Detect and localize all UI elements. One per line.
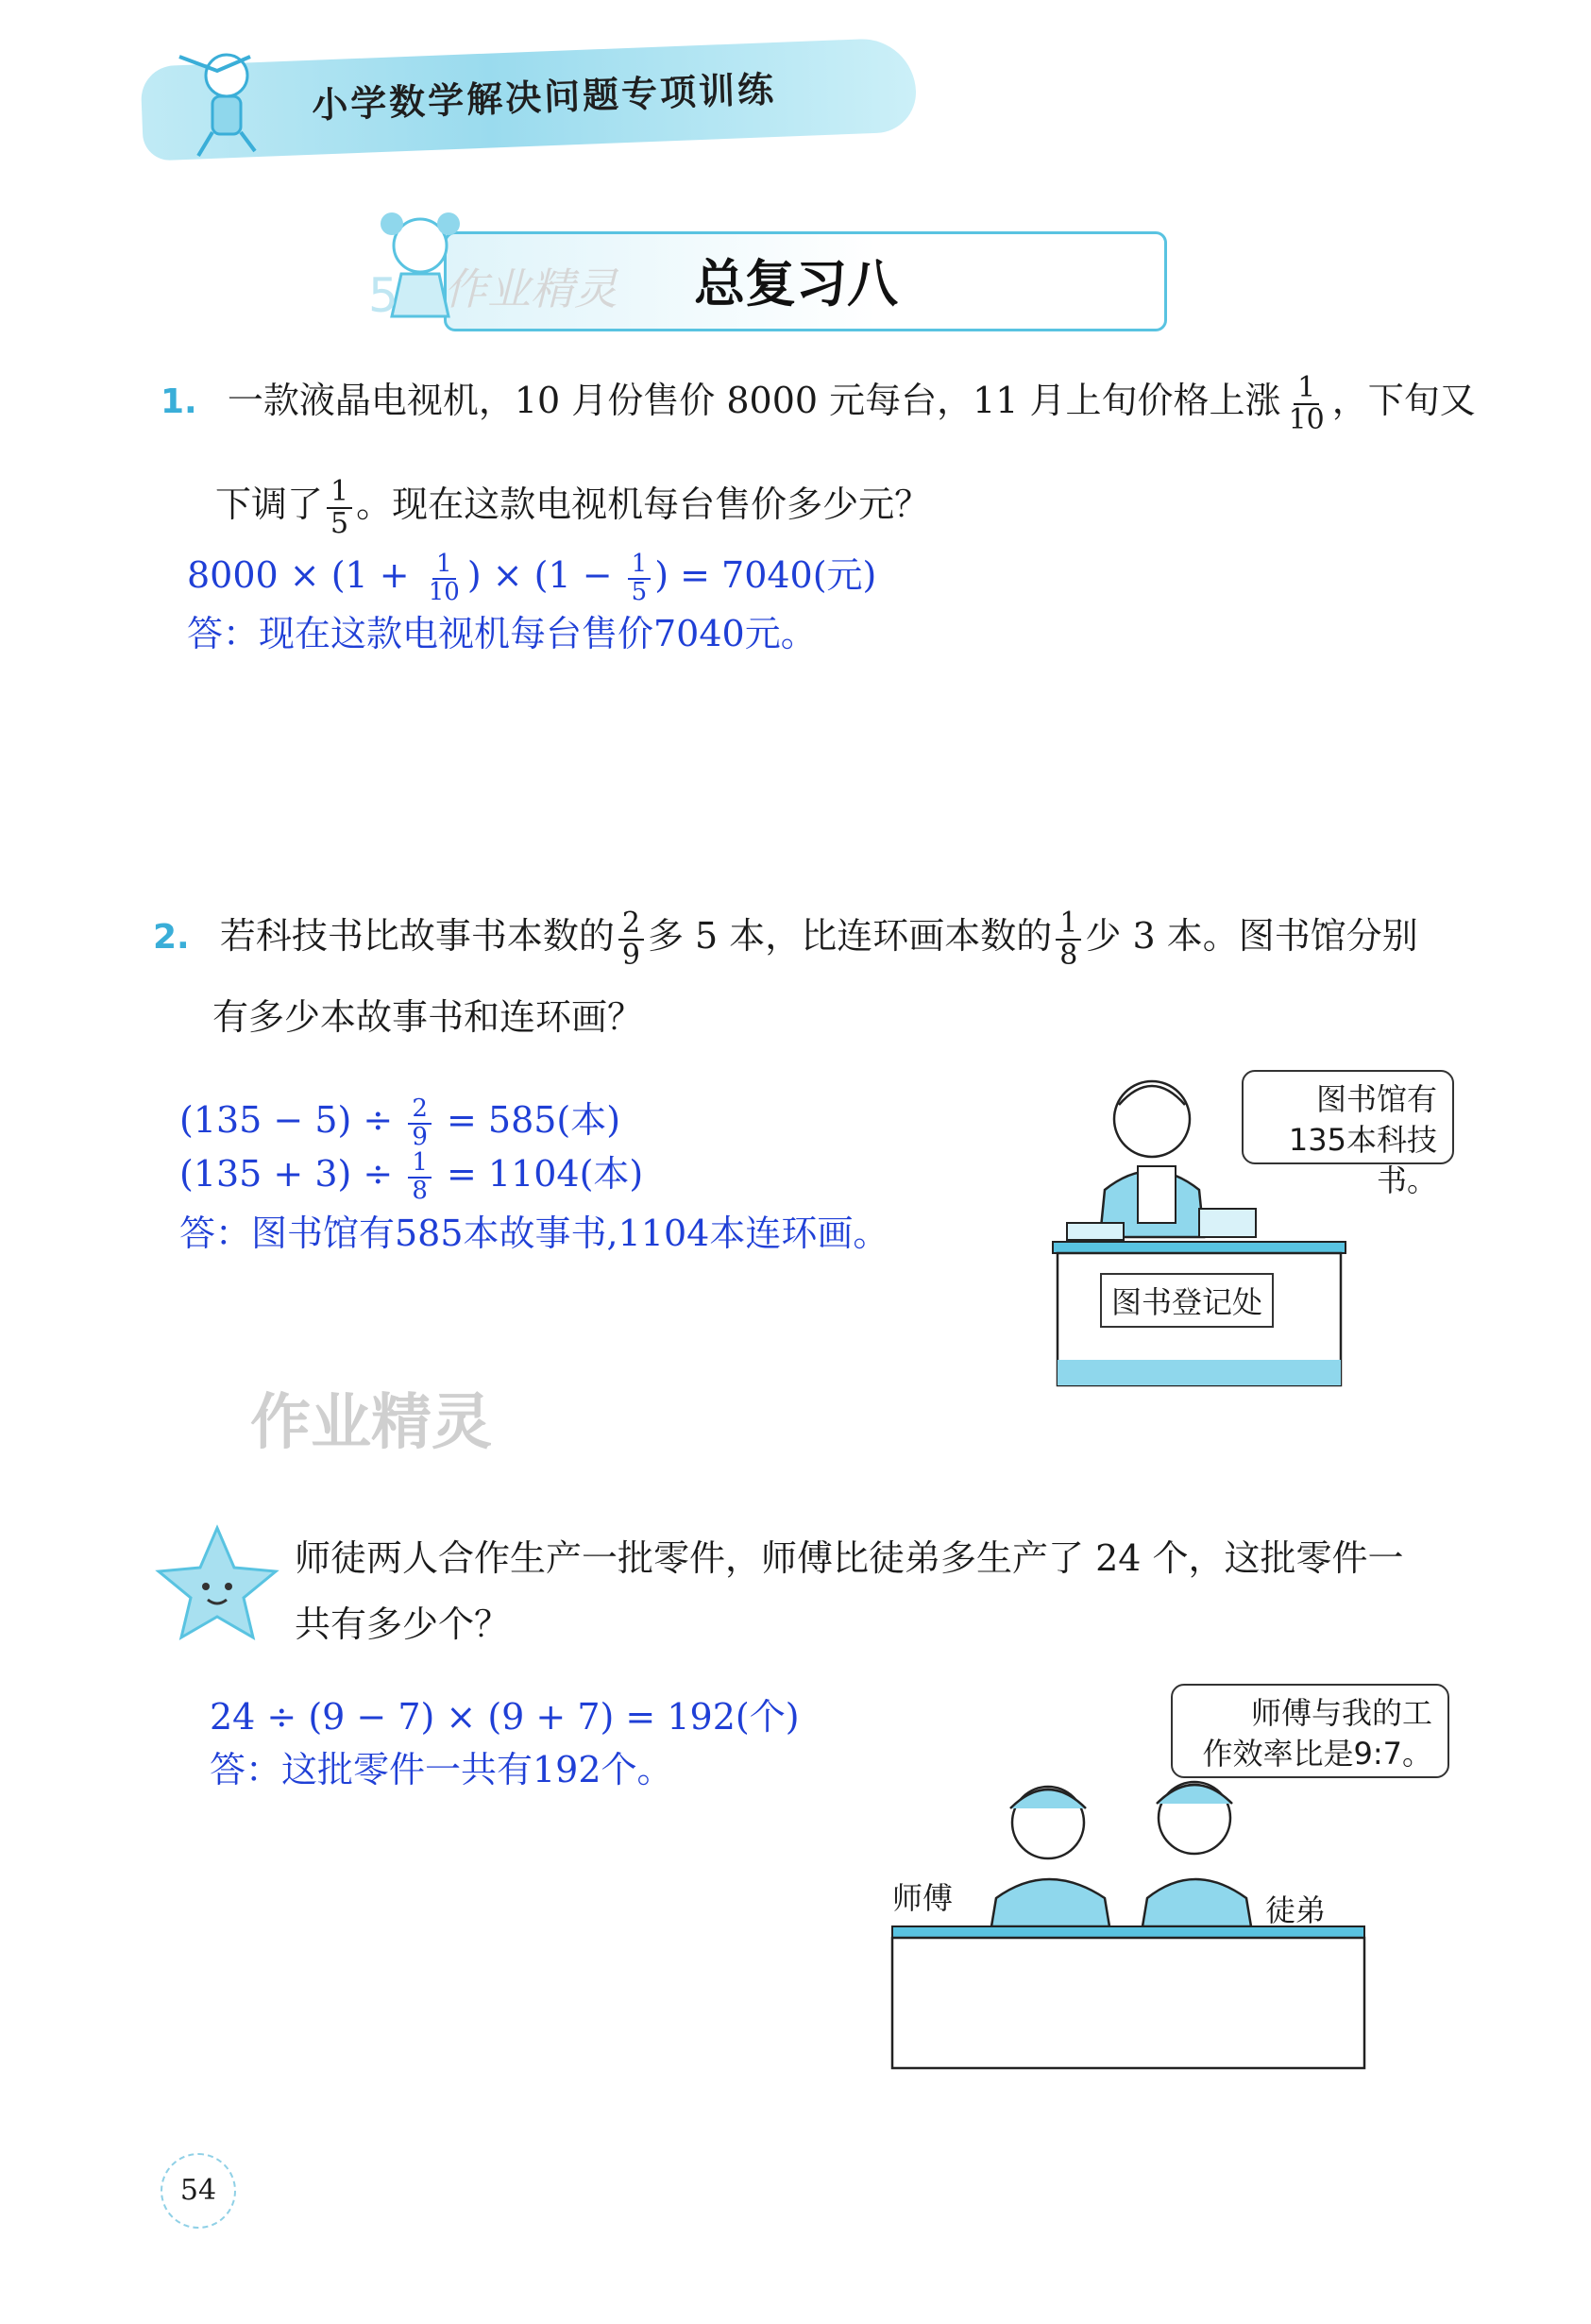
bubble-line2: 135本科技书。 (1288, 1122, 1437, 1199)
problem3-answer: 答：这批零件一共有192个。 (210, 1749, 673, 1790)
bubble-line2: 作效率比是9:7。 (1202, 1736, 1432, 1773)
problem1-text-c: 下调了 (215, 483, 324, 525)
problem2-answer: 答：图书馆有585本故事书,1104本连环画。 (179, 1213, 889, 1254)
problem1-text-b: ，下旬又 (1331, 380, 1476, 421)
svg-text:5: 5 (368, 268, 398, 323)
problem1-calculation: 8000 × (1 + $\frac{1}{10}$ ) × (1 − $\frac{1}{5}$ ) = 7040(元) (187, 550, 877, 606)
section-title: 总复习八 (694, 254, 898, 314)
problem1-text-d: 。现在这款电视机每台售价多少元？ (356, 483, 931, 525)
flying-kid-icon (161, 38, 274, 161)
worker-speech-bubble (1171, 1684, 1449, 1778)
problem1-fraction1: $\frac{1}{10}$ (1288, 371, 1325, 436)
desk-sign: 图书登记处 (1100, 1273, 1274, 1328)
banner-title: 小学数学解决问题专项训练 (311, 68, 777, 127)
problem1-fraction2: $\frac{1}{5}$ (327, 477, 352, 538)
problem2-calculation1: (135 − 5) ÷ $\frac{2}{9}$ = 585(本) (179, 1094, 621, 1151)
watermark-middle: 作业精灵 (250, 1388, 492, 1458)
label-apprentice: 徒弟 (1265, 1892, 1327, 1928)
page-number: 54 (161, 2153, 236, 2229)
librarian-speech-bubble (1242, 1070, 1454, 1199)
problem2-fraction1: $\frac{2}{9}$ (618, 908, 644, 970)
problem1-line1 (161, 373, 1482, 434)
problem1-text-a: 一款液晶电视机，10 月份售价 8000 元每台，11 月上旬价格上涨 (227, 380, 1281, 421)
bubble-line1: 师傅与我的工 (1250, 1695, 1432, 1731)
problem2-calculation2: (135 + 3) ÷ $\frac{1}{8}$ = 1104(本) (179, 1148, 644, 1205)
bubble-line1: 图书馆有 (1315, 1081, 1437, 1117)
problem2-number: 2. (153, 918, 190, 957)
problem1-line2 (215, 477, 1443, 538)
problem2-line1: 2. 若科技书比故事书本数的 $\frac{2}{9}$ 多 5 本，比连环画本数的 $\frac{1}{8}$ 少 3 本。图书馆分别 (153, 907, 1418, 972)
watermark-top: 作业精灵 (444, 263, 618, 314)
label-master: 师傅 (892, 1880, 954, 1916)
problem3-calculation: 24 ÷ (9 − 7) × (9 + 7) = 192(个) (210, 1696, 800, 1738)
problem3-line1: 师徒两人合作生产一批零件，师傅比徒弟多生产了 24 个，这批零件一 (295, 1537, 1404, 1579)
star-icon (151, 1520, 283, 1643)
problem2-line2: 有多少本故事书和连环画？ (212, 996, 644, 1038)
problem2-fraction2: $\frac{1}{8}$ (1056, 908, 1081, 970)
problem1-answer: 答：现在这款电视机每台售价7040元。 (187, 613, 817, 654)
problem1-number: 1. (161, 382, 197, 421)
problem3-line2: 共有多少个？ (295, 1603, 511, 1645)
